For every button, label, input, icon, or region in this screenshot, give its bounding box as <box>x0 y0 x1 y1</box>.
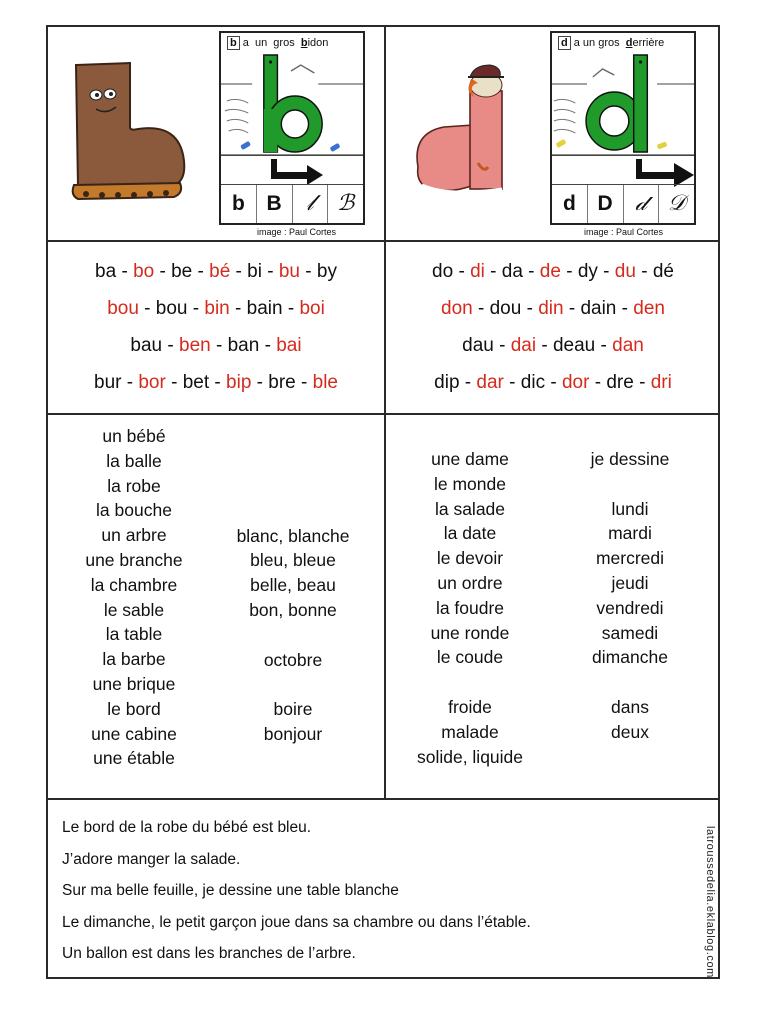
syllable: - <box>472 298 490 319</box>
syllable-line <box>386 253 720 290</box>
word-item <box>218 623 368 648</box>
syllable-line <box>48 327 384 364</box>
syllable: - <box>229 298 247 319</box>
word-item: boire <box>273 699 313 720</box>
word-item <box>218 672 368 697</box>
syllable: ba <box>95 261 117 282</box>
worksheet <box>46 25 720 979</box>
word-item: le bord <box>107 698 161 719</box>
syllable: - <box>210 335 228 356</box>
syllable: - <box>192 261 210 282</box>
syllable: - <box>162 335 180 356</box>
word-item: la bouche <box>96 500 172 521</box>
syllable: - <box>521 298 539 319</box>
syllable: dau <box>462 335 494 356</box>
syllable: - <box>563 298 581 319</box>
word-item: une brique <box>92 673 176 694</box>
syllable-highlight: bo <box>133 261 155 282</box>
d-syllables <box>386 253 720 401</box>
sentence: J’adore manger la salade. <box>62 850 241 868</box>
syllable-highlight: din <box>538 298 564 319</box>
sentence: Le bord de la robe du bébé est bleu. <box>62 819 312 836</box>
syllable: dé <box>652 261 674 282</box>
word-item: la chambre <box>90 574 178 595</box>
d-letter-card <box>550 31 696 225</box>
syllable: bain <box>246 298 283 319</box>
word-item: vendredi <box>596 597 664 618</box>
syllable-highlight: bai <box>276 335 302 356</box>
syllable: - <box>503 372 521 393</box>
word-item: une ronde <box>430 622 510 643</box>
sentence: Sur ma belle feuille, je dessine une table blanche <box>62 882 399 899</box>
syllable: - <box>459 372 477 393</box>
word-item: un bébé <box>102 426 166 446</box>
word-item: dans <box>611 696 649 717</box>
word-item: le sable <box>103 599 165 620</box>
word-item: mardi <box>608 523 652 544</box>
word-item: froide <box>448 696 492 717</box>
d-words-other <box>550 447 710 745</box>
row-divider <box>48 240 718 242</box>
syllable: dain <box>580 298 617 319</box>
syllable: - <box>633 372 651 393</box>
syllable: - <box>589 372 607 393</box>
sentence: Le dimanche, le petit garçon joue dans sa chambre ou dans l’étable. <box>62 913 531 931</box>
syllable-highlight: bip <box>226 372 252 393</box>
syllable: - <box>154 261 172 282</box>
d-illustration-cell <box>386 27 720 240</box>
d-words-nouns <box>390 447 550 769</box>
syllable-highlight: bin <box>204 298 230 319</box>
syllable: deau <box>552 335 596 356</box>
syllable: bi <box>247 261 262 282</box>
syllable-highlight: ble <box>312 372 338 393</box>
syllable-highlight: bé <box>209 261 231 282</box>
syllable-highlight: dai <box>510 335 537 356</box>
syllable: ban <box>227 335 260 356</box>
syllable: - <box>545 372 562 393</box>
syllable: - <box>138 298 156 319</box>
syllable: - <box>165 372 183 393</box>
syllable: - <box>597 261 615 282</box>
syllable: - <box>635 261 653 282</box>
word-item: belle, beau <box>250 575 336 596</box>
word-item: octobre <box>263 649 323 670</box>
word-item: blanc, blanche <box>236 525 350 546</box>
b-words-adjectives <box>218 474 368 747</box>
syllable: - <box>299 261 317 282</box>
word-item: une branche <box>85 549 183 570</box>
syllable-line <box>386 364 720 401</box>
syllable-highlight: den <box>633 298 665 319</box>
word-item: malade <box>441 721 499 742</box>
row-divider <box>48 413 718 415</box>
syllable-highlight: ben <box>179 335 211 356</box>
syllable: - <box>209 372 227 393</box>
syllable: bet <box>182 372 210 393</box>
syllable-line <box>48 253 384 290</box>
syllable: - <box>522 261 540 282</box>
green-d-letter-icon <box>552 51 694 155</box>
syllable: dip <box>434 372 460 393</box>
syllable: dou <box>489 298 522 319</box>
syllable: do <box>432 261 454 282</box>
syllable-highlight: du <box>614 261 636 282</box>
word-item: bon, bonne <box>249 599 337 620</box>
word-item: une cabine <box>91 723 177 744</box>
sentences-cell <box>48 800 720 979</box>
syllable: dic <box>520 372 546 393</box>
syllable: be <box>171 261 193 282</box>
word-item: la balle <box>106 450 162 471</box>
sentence: Un ballon est dans les branches de l’arbre. <box>62 945 356 962</box>
syllable: - <box>116 261 134 282</box>
image-credit: image : Paul Cortes <box>584 227 664 237</box>
word-item: la date <box>443 523 497 544</box>
syllable-highlight: bor <box>138 372 166 393</box>
b-letter-card <box>219 31 365 225</box>
word-item: bleu, bleue <box>250 550 336 571</box>
word-item: une dame <box>431 449 509 469</box>
word-item: samedi <box>601 622 659 643</box>
syllable-highlight: don <box>441 298 473 319</box>
word-item: la robe <box>107 475 161 496</box>
syllable: bre <box>268 372 296 393</box>
b-card-caption: b a un gros bidon <box>227 36 328 50</box>
word-item <box>550 472 710 497</box>
word-item: mercredi <box>595 548 665 569</box>
syllable-highlight: dri <box>650 372 672 393</box>
syllable-highlight: bu <box>278 261 300 282</box>
syllable: - <box>493 335 511 356</box>
syllable: bau <box>130 335 163 356</box>
syllable-line <box>48 364 384 401</box>
boot-mascot-icon <box>68 57 193 207</box>
syllable-highlight: di <box>470 261 485 282</box>
word-item: une étable <box>93 748 175 769</box>
syllable: - <box>484 261 502 282</box>
sentence-list <box>62 812 531 970</box>
word-item: deux <box>611 721 649 742</box>
word-item: je dessine <box>590 449 670 469</box>
syllable: dy <box>577 261 598 282</box>
image-credit: image : Paul Cortes <box>257 227 337 237</box>
b-letter-forms: b B 𝓁 ℬ <box>221 184 363 223</box>
word-item: un arbre <box>101 525 167 546</box>
syllable: - <box>187 298 205 319</box>
syllable-highlight: dar <box>476 372 504 393</box>
word-item: la table <box>105 624 163 645</box>
b-words-nouns <box>58 424 210 771</box>
syllable: - <box>595 335 613 356</box>
word-item: le coude <box>436 647 504 668</box>
syllable-highlight: dan <box>612 335 644 356</box>
syllable: dre <box>606 372 634 393</box>
syllable-highlight: de <box>539 261 561 282</box>
word-item <box>550 670 710 695</box>
syllable-line <box>386 327 720 364</box>
word-item: un ordre <box>437 572 503 593</box>
syllable: bou <box>155 298 188 319</box>
syllable: - <box>230 261 248 282</box>
word-item <box>390 670 550 695</box>
green-b-letter-icon <box>221 51 363 155</box>
syllable: - <box>295 372 313 393</box>
syllable-line <box>48 290 384 327</box>
b-syllables <box>48 253 384 401</box>
word-item <box>218 499 368 524</box>
word-item: solide, liquide <box>416 746 524 767</box>
syllable: by <box>316 261 337 282</box>
syllable: da <box>501 261 523 282</box>
word-item: jeudi <box>611 572 649 593</box>
lady-mascot-icon <box>408 63 526 203</box>
syllable-highlight: boi <box>299 298 325 319</box>
syllable: - <box>616 298 634 319</box>
d-card-caption: d a un gros derrière <box>558 36 664 50</box>
word-item: lundi <box>611 498 649 519</box>
syllable-highlight: dor <box>561 372 590 393</box>
syllable: - <box>560 261 578 282</box>
word-item <box>218 474 368 499</box>
syllable: - <box>251 372 269 393</box>
word-item: bonjour <box>263 723 323 744</box>
syllable-line <box>386 290 720 327</box>
syllable: - <box>259 335 277 356</box>
word-item: la barbe <box>102 649 166 670</box>
word-item: le monde <box>434 473 506 494</box>
blog-url: latroussedelia.eklablog.com <box>704 826 716 978</box>
syllable: - <box>282 298 300 319</box>
word-item: le devoir <box>436 548 504 569</box>
syllable: - <box>453 261 471 282</box>
word-item: dimanche <box>592 647 668 668</box>
b-illustration-cell <box>48 27 384 240</box>
syllable: - <box>261 261 279 282</box>
syllable: - <box>121 372 139 393</box>
syllable: bur <box>94 372 122 393</box>
syllable: - <box>536 335 553 356</box>
word-item: la salade <box>434 498 506 519</box>
d-letter-forms: d D 𝒹 𝒟 <box>552 184 694 223</box>
word-item: la foudre <box>435 597 505 618</box>
syllable-highlight: bou <box>107 298 139 319</box>
